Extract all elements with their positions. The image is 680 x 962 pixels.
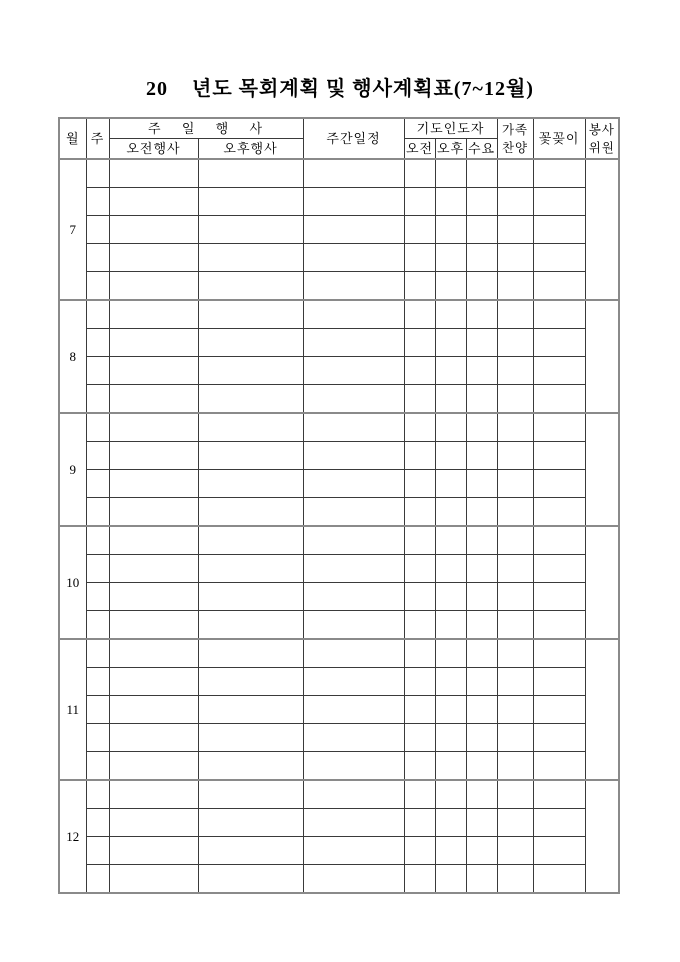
col-header-afternoon-event: 오후행사 (198, 139, 303, 160)
col-header-service-committee (585, 118, 619, 159)
morning-event-cell (109, 696, 198, 724)
weekly-schedule-cell (303, 385, 404, 414)
col-header-family-praise (497, 118, 533, 159)
week-row (59, 668, 619, 696)
week-row (59, 780, 619, 809)
weekly-schedule-cell (303, 780, 404, 809)
flower-cell (533, 244, 585, 272)
week-row (59, 385, 619, 414)
weekly-schedule-cell (303, 216, 404, 244)
family-praise-cell (497, 611, 533, 640)
morning-event-cell (109, 780, 198, 809)
flower-cell (533, 272, 585, 301)
prayer-wednesday-cell (466, 696, 497, 724)
col-header-prayer-wednesday: 수요 (466, 139, 497, 160)
month-cell: 8 (59, 300, 86, 413)
week-row (59, 216, 619, 244)
week-row (59, 470, 619, 498)
prayer-wednesday-cell (466, 244, 497, 272)
col-header-prayer-morning: 오전 (404, 139, 435, 160)
prayer-afternoon-cell (435, 272, 466, 301)
afternoon-event-cell (198, 300, 303, 329)
morning-event-cell (109, 639, 198, 668)
month-cell: 10 (59, 526, 86, 639)
prayer-afternoon-cell (435, 639, 466, 668)
col-header-morning-event: 오전행사 (109, 139, 198, 160)
week-row (59, 244, 619, 272)
afternoon-event-cell (198, 329, 303, 357)
week-row (59, 329, 619, 357)
prayer-morning-cell (404, 780, 435, 809)
afternoon-event-cell (198, 526, 303, 555)
morning-event-cell (109, 159, 198, 188)
prayer-wednesday-cell (466, 555, 497, 583)
week-cell (86, 583, 109, 611)
prayer-morning-cell (404, 329, 435, 357)
prayer-wednesday-cell (466, 837, 497, 865)
week-row (59, 611, 619, 640)
prayer-morning-cell (404, 696, 435, 724)
family-praise-cell (497, 413, 533, 442)
prayer-morning-cell (404, 159, 435, 188)
flower-cell (533, 442, 585, 470)
prayer-wednesday-cell (466, 442, 497, 470)
family-praise-cell (497, 159, 533, 188)
weekly-schedule-cell (303, 837, 404, 865)
week-cell (86, 696, 109, 724)
week-cell (86, 300, 109, 329)
week-cell (86, 837, 109, 865)
afternoon-event-cell (198, 696, 303, 724)
prayer-morning-cell (404, 668, 435, 696)
morning-event-cell (109, 752, 198, 781)
afternoon-event-cell (198, 555, 303, 583)
afternoon-event-cell (198, 780, 303, 809)
week-row (59, 300, 619, 329)
weekly-schedule-cell (303, 724, 404, 752)
afternoon-event-cell (198, 611, 303, 640)
morning-event-cell (109, 188, 198, 216)
week-cell (86, 809, 109, 837)
flower-cell (533, 555, 585, 583)
morning-event-cell (109, 413, 198, 442)
week-cell (86, 442, 109, 470)
week-cell (86, 216, 109, 244)
flower-cell (533, 611, 585, 640)
weekly-schedule-cell (303, 611, 404, 640)
morning-event-cell (109, 272, 198, 301)
weekly-schedule-cell (303, 526, 404, 555)
plan-table (58, 117, 620, 894)
prayer-afternoon-cell (435, 724, 466, 752)
flower-cell (533, 470, 585, 498)
afternoon-event-cell (198, 188, 303, 216)
prayer-wednesday-cell (466, 865, 497, 894)
prayer-morning-cell (404, 639, 435, 668)
col-header-prayer-afternoon: 오후 (435, 139, 466, 160)
morning-event-cell (109, 611, 198, 640)
title-year-prefix: 20 (146, 78, 169, 100)
prayer-afternoon-cell (435, 611, 466, 640)
weekly-schedule-cell (303, 809, 404, 837)
prayer-afternoon-cell (435, 357, 466, 385)
prayer-morning-cell (404, 498, 435, 527)
week-cell (86, 639, 109, 668)
prayer-morning-cell (404, 216, 435, 244)
flower-cell (533, 696, 585, 724)
prayer-wednesday-cell (466, 385, 497, 414)
family-praise-cell (497, 498, 533, 527)
afternoon-event-cell (198, 272, 303, 301)
week-cell (86, 357, 109, 385)
month-cell: 12 (59, 780, 86, 893)
week-cell (86, 526, 109, 555)
weekly-schedule-cell (303, 442, 404, 470)
flower-cell (533, 188, 585, 216)
family-praise-line2: 찬양 (501, 140, 529, 155)
prayer-wednesday-cell (466, 752, 497, 781)
weekly-schedule-cell (303, 300, 404, 329)
afternoon-event-cell (198, 668, 303, 696)
family-praise-cell (497, 724, 533, 752)
week-cell (86, 724, 109, 752)
prayer-afternoon-cell (435, 780, 466, 809)
week-row (59, 724, 619, 752)
week-row (59, 583, 619, 611)
flower-cell (533, 809, 585, 837)
afternoon-event-cell (198, 357, 303, 385)
family-praise-cell (497, 639, 533, 668)
prayer-afternoon-cell (435, 470, 466, 498)
col-header-month: 월 (59, 118, 86, 159)
flower-cell (533, 526, 585, 555)
flower-cell (533, 357, 585, 385)
prayer-afternoon-cell (435, 413, 466, 442)
prayer-afternoon-cell (435, 809, 466, 837)
prayer-wednesday-cell (466, 188, 497, 216)
morning-event-cell (109, 583, 198, 611)
prayer-wednesday-cell (466, 780, 497, 809)
weekly-schedule-cell (303, 865, 404, 894)
prayer-afternoon-cell (435, 300, 466, 329)
week-row (59, 498, 619, 527)
family-praise-cell (497, 583, 533, 611)
col-header-week: 주 (86, 118, 109, 159)
morning-event-cell (109, 442, 198, 470)
service-committee-cell (585, 159, 619, 300)
prayer-afternoon-cell (435, 555, 466, 583)
weekly-schedule-cell (303, 329, 404, 357)
service-committee-line2: 위원 (588, 140, 615, 155)
prayer-wednesday-cell (466, 357, 497, 385)
family-praise-cell (497, 837, 533, 865)
family-praise-cell (497, 668, 533, 696)
family-praise-cell (497, 442, 533, 470)
col-header-prayer-leader: 기도인도자 (404, 118, 497, 139)
month-cell: 9 (59, 413, 86, 526)
family-praise-cell (497, 526, 533, 555)
week-row (59, 272, 619, 301)
family-praise-cell (497, 470, 533, 498)
flower-cell (533, 216, 585, 244)
week-cell (86, 752, 109, 781)
prayer-morning-cell (404, 837, 435, 865)
weekly-schedule-cell (303, 752, 404, 781)
morning-event-cell (109, 244, 198, 272)
flower-cell (533, 639, 585, 668)
service-committee-cell (585, 639, 619, 780)
week-row (59, 442, 619, 470)
service-committee-cell (585, 413, 619, 526)
weekly-schedule-cell (303, 696, 404, 724)
prayer-morning-cell (404, 300, 435, 329)
prayer-morning-cell (404, 752, 435, 781)
week-row (59, 696, 619, 724)
prayer-afternoon-cell (435, 159, 466, 188)
family-praise-cell (497, 244, 533, 272)
prayer-morning-cell (404, 357, 435, 385)
week-row (59, 188, 619, 216)
prayer-afternoon-cell (435, 244, 466, 272)
weekly-schedule-cell (303, 244, 404, 272)
prayer-morning-cell (404, 583, 435, 611)
family-praise-cell (497, 809, 533, 837)
prayer-morning-cell (404, 413, 435, 442)
morning-event-cell (109, 555, 198, 583)
family-praise-line1: 가족 (501, 122, 529, 137)
table-header (59, 118, 619, 159)
afternoon-event-cell (198, 413, 303, 442)
morning-event-cell (109, 526, 198, 555)
family-praise-cell (497, 752, 533, 781)
prayer-afternoon-cell (435, 837, 466, 865)
weekly-schedule-cell (303, 159, 404, 188)
afternoon-event-cell (198, 639, 303, 668)
afternoon-event-cell (198, 837, 303, 865)
morning-event-cell (109, 865, 198, 894)
page-title (0, 72, 680, 101)
prayer-morning-cell (404, 526, 435, 555)
prayer-morning-cell (404, 470, 435, 498)
week-row (59, 865, 619, 894)
flower-cell (533, 837, 585, 865)
morning-event-cell (109, 809, 198, 837)
week-row (59, 357, 619, 385)
flower-cell (533, 668, 585, 696)
week-row (59, 809, 619, 837)
prayer-morning-cell (404, 244, 435, 272)
family-praise-cell (497, 865, 533, 894)
afternoon-event-cell (198, 583, 303, 611)
week-row (59, 413, 619, 442)
header-row-1 (59, 118, 619, 139)
flower-cell (533, 159, 585, 188)
afternoon-event-cell (198, 216, 303, 244)
prayer-afternoon-cell (435, 498, 466, 527)
week-cell (86, 865, 109, 894)
week-cell (86, 244, 109, 272)
prayer-wednesday-cell (466, 583, 497, 611)
month-cell: 11 (59, 639, 86, 780)
family-praise-cell (497, 555, 533, 583)
prayer-morning-cell (404, 724, 435, 752)
morning-event-cell (109, 329, 198, 357)
title-main-text: 년도 목회계획 및 행사계획표(7~12월) (192, 78, 534, 100)
prayer-afternoon-cell (435, 188, 466, 216)
prayer-afternoon-cell (435, 329, 466, 357)
flower-cell (533, 752, 585, 781)
service-committee-cell (585, 300, 619, 413)
weekly-schedule-cell (303, 272, 404, 301)
flower-cell (533, 780, 585, 809)
table-body (59, 159, 619, 893)
flower-cell (533, 865, 585, 894)
afternoon-event-cell (198, 159, 303, 188)
week-cell (86, 611, 109, 640)
col-header-sunday-events: 주 일 행 사 (109, 118, 303, 139)
week-row (59, 752, 619, 781)
morning-event-cell (109, 668, 198, 696)
week-cell (86, 413, 109, 442)
prayer-wednesday-cell (466, 272, 497, 301)
week-cell (86, 780, 109, 809)
prayer-wednesday-cell (466, 639, 497, 668)
prayer-afternoon-cell (435, 526, 466, 555)
prayer-wednesday-cell (466, 809, 497, 837)
weekly-schedule-cell (303, 498, 404, 527)
prayer-afternoon-cell (435, 752, 466, 781)
week-row (59, 639, 619, 668)
afternoon-event-cell (198, 470, 303, 498)
weekly-schedule-cell (303, 555, 404, 583)
flower-cell (533, 329, 585, 357)
morning-event-cell (109, 216, 198, 244)
weekly-schedule-cell (303, 639, 404, 668)
flower-cell (533, 724, 585, 752)
prayer-wednesday-cell (466, 526, 497, 555)
prayer-wednesday-cell (466, 668, 497, 696)
week-cell (86, 188, 109, 216)
morning-event-cell (109, 470, 198, 498)
prayer-afternoon-cell (435, 696, 466, 724)
weekly-schedule-cell (303, 357, 404, 385)
week-row (59, 837, 619, 865)
week-row (59, 555, 619, 583)
family-praise-cell (497, 385, 533, 414)
afternoon-event-cell (198, 498, 303, 527)
week-cell (86, 159, 109, 188)
week-cell (86, 272, 109, 301)
weekly-schedule-cell (303, 188, 404, 216)
week-cell (86, 385, 109, 414)
family-praise-cell (497, 300, 533, 329)
prayer-wednesday-cell (466, 498, 497, 527)
weekly-schedule-cell (303, 470, 404, 498)
morning-event-cell (109, 357, 198, 385)
family-praise-cell (497, 357, 533, 385)
month-cell: 7 (59, 159, 86, 300)
prayer-afternoon-cell (435, 583, 466, 611)
prayer-wednesday-cell (466, 611, 497, 640)
service-committee-cell (585, 780, 619, 893)
afternoon-event-cell (198, 809, 303, 837)
prayer-morning-cell (404, 188, 435, 216)
flower-cell (533, 413, 585, 442)
prayer-wednesday-cell (466, 470, 497, 498)
prayer-afternoon-cell (435, 385, 466, 414)
prayer-morning-cell (404, 442, 435, 470)
prayer-wednesday-cell (466, 413, 497, 442)
family-praise-cell (497, 329, 533, 357)
family-praise-cell (497, 216, 533, 244)
prayer-afternoon-cell (435, 865, 466, 894)
morning-event-cell (109, 498, 198, 527)
flower-cell (533, 300, 585, 329)
flower-cell (533, 498, 585, 527)
afternoon-event-cell (198, 244, 303, 272)
prayer-morning-cell (404, 611, 435, 640)
week-cell (86, 498, 109, 527)
prayer-wednesday-cell (466, 300, 497, 329)
week-cell (86, 329, 109, 357)
prayer-morning-cell (404, 865, 435, 894)
afternoon-event-cell (198, 724, 303, 752)
family-praise-cell (497, 780, 533, 809)
week-cell (86, 555, 109, 583)
morning-event-cell (109, 300, 198, 329)
weekly-schedule-cell (303, 413, 404, 442)
prayer-afternoon-cell (435, 668, 466, 696)
weekly-schedule-cell (303, 583, 404, 611)
prayer-morning-cell (404, 385, 435, 414)
prayer-afternoon-cell (435, 442, 466, 470)
prayer-morning-cell (404, 809, 435, 837)
morning-event-cell (109, 385, 198, 414)
week-cell (86, 470, 109, 498)
flower-cell (533, 583, 585, 611)
afternoon-event-cell (198, 865, 303, 894)
prayer-wednesday-cell (466, 329, 497, 357)
service-committee-cell (585, 526, 619, 639)
prayer-afternoon-cell (435, 216, 466, 244)
week-row (59, 159, 619, 188)
family-praise-cell (497, 272, 533, 301)
week-cell (86, 668, 109, 696)
prayer-morning-cell (404, 555, 435, 583)
col-header-weekly-schedule: 주간일정 (303, 118, 404, 159)
family-praise-cell (497, 696, 533, 724)
afternoon-event-cell (198, 385, 303, 414)
afternoon-event-cell (198, 752, 303, 781)
week-row (59, 526, 619, 555)
prayer-wednesday-cell (466, 724, 497, 752)
service-committee-line1: 봉사 (588, 122, 615, 137)
prayer-wednesday-cell (466, 159, 497, 188)
afternoon-event-cell (198, 442, 303, 470)
weekly-schedule-cell (303, 668, 404, 696)
morning-event-cell (109, 837, 198, 865)
morning-event-cell (109, 724, 198, 752)
family-praise-cell (497, 188, 533, 216)
col-header-flower-arrangement: 꽃꽂이 (533, 118, 585, 159)
prayer-wednesday-cell (466, 216, 497, 244)
prayer-morning-cell (404, 272, 435, 301)
flower-cell (533, 385, 585, 414)
